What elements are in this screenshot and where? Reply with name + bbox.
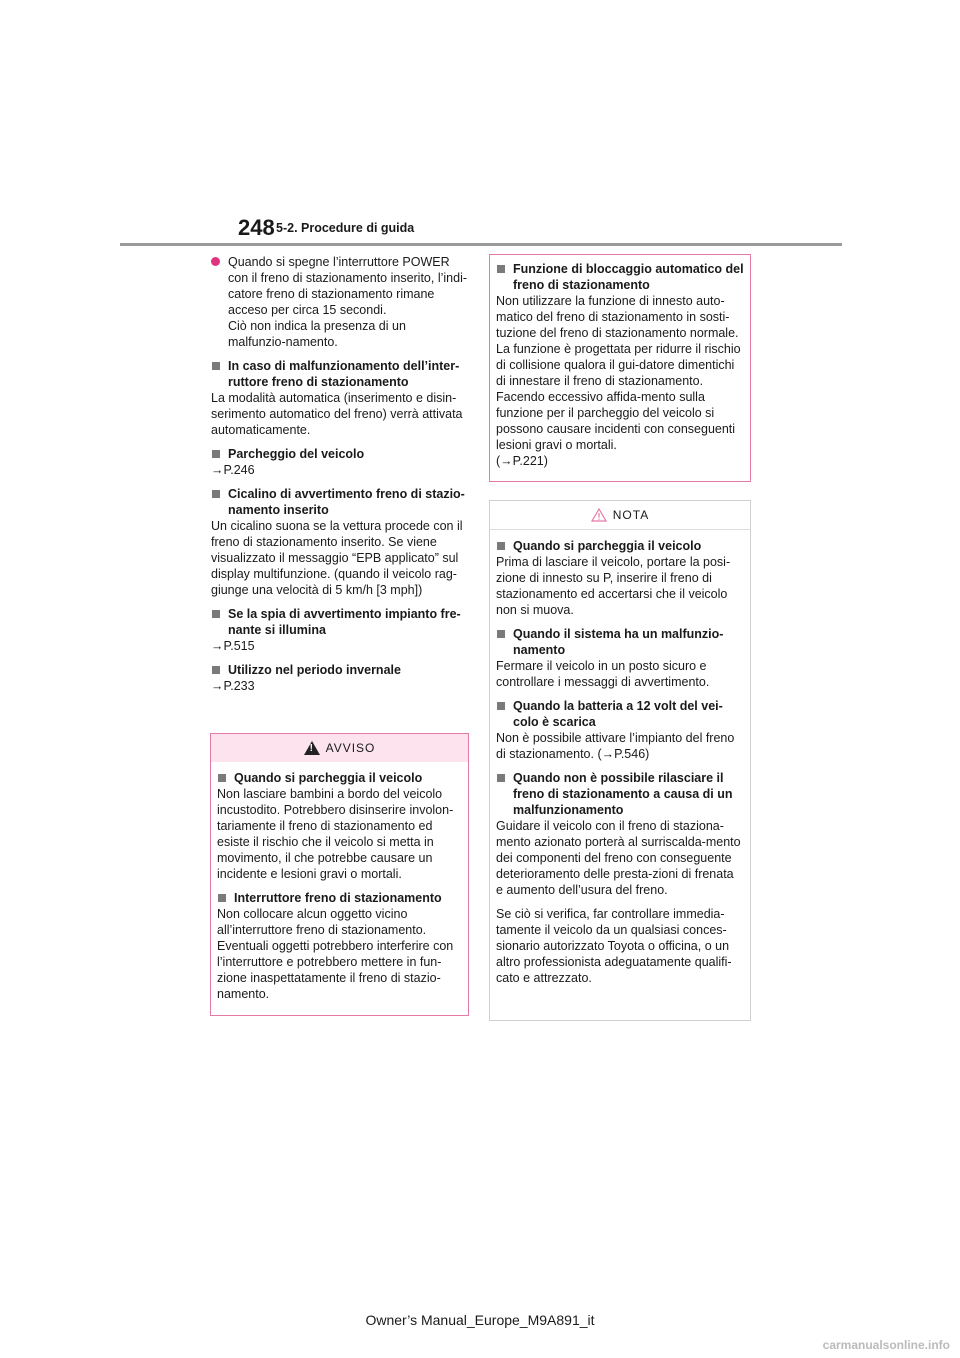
caution-icon	[591, 508, 607, 522]
section-body: Non collocare alcun oggetto vicino all’interruttore freno di stazionamento. Eventuali oggetti potrebbero interferire con l’interruttore e potrebbero mettere in fun-zione inaspettatamente il freno di stazio-namento.	[217, 907, 454, 1001]
section-buzzer	[211, 486, 467, 598]
bullet-square-icon	[212, 666, 220, 674]
avviso-continuation-box	[489, 254, 751, 482]
avviso-section-switch	[217, 890, 462, 1002]
bullet-square-icon	[497, 774, 505, 782]
left-column	[211, 254, 467, 702]
watermark: carmanualsonline.info	[822, 1338, 950, 1352]
section-body: Prima di lasciare il veicolo, portare la posi-zione di innesto su P, inserire il freno di stazionamento ed accertarsi che il veicolo non si muova.	[496, 555, 731, 617]
avviso-box	[210, 733, 469, 1016]
section-body: Fermare il veicolo in un posto sicuro e controllare i messaggi di avvertimento.	[496, 659, 710, 689]
section-body: Non lasciare bambini a bordo del veicolo incustodito. Potrebbero disinserire involon-tariamente il freno di stazionamento ed esiste il rischio che il veicolo si metta in movimento, il che potrebbe causare un incidente e lesioni gravi o mortali.	[217, 787, 454, 881]
bullet-square-icon	[212, 610, 220, 618]
section-heading: Se la spia di avvertimento impianto fre-nante si illumina	[228, 607, 461, 637]
section-heading: Quando non è possibile rilasciare il freno di stazionamento a causa di un malfunzionamento	[513, 771, 733, 817]
section-heading: Cicalino di avvertimento freno di stazio-namento inserito	[228, 487, 465, 517]
section-heading: In caso di malfunzionamento dell’inter-ruttore freno di stazionamento	[228, 359, 460, 389]
bullet-square-icon	[497, 542, 505, 550]
bullet-square-icon	[212, 362, 220, 370]
section-heading: Quando si parcheggia il veicolo	[513, 539, 702, 553]
section-body: Non utilizzare la funzione di innesto auto-matico del freno di stazionamento in sosti-tuzione del freno di stazionamento normale. La funzione è progettata per ridurre il rischio di collisione qualora il gui-datore dimentichi di innestare il freno di stazionamento. Facendo eccessivo affida-mento sulla funzione per il parcheggio del veicolo si possono causare incidenti con conseguenti lesioni gravi o mortali. (→P.221)	[496, 294, 741, 468]
bullet-square-icon	[497, 265, 505, 273]
nota-header	[490, 501, 750, 530]
warning-icon	[304, 741, 320, 755]
nota-section-battery	[496, 698, 744, 762]
section-parking	[211, 446, 467, 478]
section-body-continued: Se ciò si verifica, far controllare immedia-tamente il veicolo da un qualsiasi conces-sionario autorizzato Toyota o officina, o un altro professionista adeguatamente qualifi-cato e attrezzato.	[496, 907, 732, 985]
nota-label: NOTA	[612, 508, 650, 522]
avviso-label: AVVISO	[325, 741, 376, 755]
intro-note	[211, 254, 467, 350]
section-brake-warning-light	[211, 606, 467, 654]
section-heading: Utilizzo nel periodo invernale	[228, 663, 401, 677]
section-heading: Parcheggio del veicolo	[228, 447, 365, 461]
bullet-square-icon	[212, 490, 220, 498]
avviso-header	[211, 734, 468, 762]
page-reference-link[interactable]: →P.515	[211, 639, 255, 653]
section-winter-use	[211, 662, 467, 694]
page-reference-link[interactable]: →P.246	[211, 463, 255, 477]
section-malfunction-switch	[211, 358, 467, 438]
page-number: 248	[238, 215, 275, 240]
section-heading: Quando il sistema ha un malfunzio-namento	[513, 627, 724, 657]
section-heading: Funzione di bloccaggio automatico del freno di stazionamento	[513, 262, 744, 292]
avviso-section-parking	[217, 770, 462, 882]
section-body: Un cicalino suona se la vettura procede con il freno di stazionamento inserito. Se viene visualizzato il messaggio “EPB applicato” sul display multifunzione. (quando il veicolo rag-giunge una velocità di 5 km/h [3 mph])	[211, 519, 463, 597]
section-heading: Quando si parcheggia il veicolo	[234, 771, 423, 785]
section-body: La modalità automatica (inserimento e disin-serimento automatico del freno) verrà attivata automaticamente.	[211, 391, 463, 437]
footer-manual-id: Owner’s Manual_Europe_M9A891_it	[365, 1312, 595, 1328]
intro-text: Quando si spegne l’interruttore POWER con il freno di stazionamento inserito, l’indi-catore freno di stazionamento rimane acceso per circa 15 secondi. Ciò non indica la presenza di un malfunzio-namento.	[228, 255, 468, 349]
bullet-square-icon	[212, 450, 220, 458]
bullet-circle-icon	[211, 257, 220, 266]
nota-section-release	[496, 770, 744, 986]
bullet-square-icon	[497, 630, 505, 638]
section-heading: Interruttore freno di stazionamento	[234, 891, 442, 905]
section-body: Guidare il veicolo con il freno di staziona-mento azionato porterà al surriscalda-mento dei componenti del freno con conseguente deterioramento delle presta-zioni di frenata e aumento dell’usura del freno.	[496, 819, 741, 897]
nota-section-malfunction	[496, 626, 744, 690]
bullet-square-icon	[497, 702, 505, 710]
page-reference-link[interactable]: →P.233	[211, 679, 255, 693]
section-heading: Quando la batteria a 12 volt del vei-colo è scarica	[513, 699, 723, 729]
section-title: 5-2. Procedure di guida	[276, 221, 415, 235]
nota-section-parking	[496, 538, 744, 618]
avviso-cont-heading-row	[496, 261, 744, 293]
nota-box	[489, 500, 751, 1021]
bullet-square-icon	[218, 774, 226, 782]
section-body: Non è possibile attivare l’impianto del freno di stazionamento. (→P.546)	[496, 731, 735, 761]
bullet-square-icon	[218, 894, 226, 902]
header-rule	[120, 243, 842, 246]
